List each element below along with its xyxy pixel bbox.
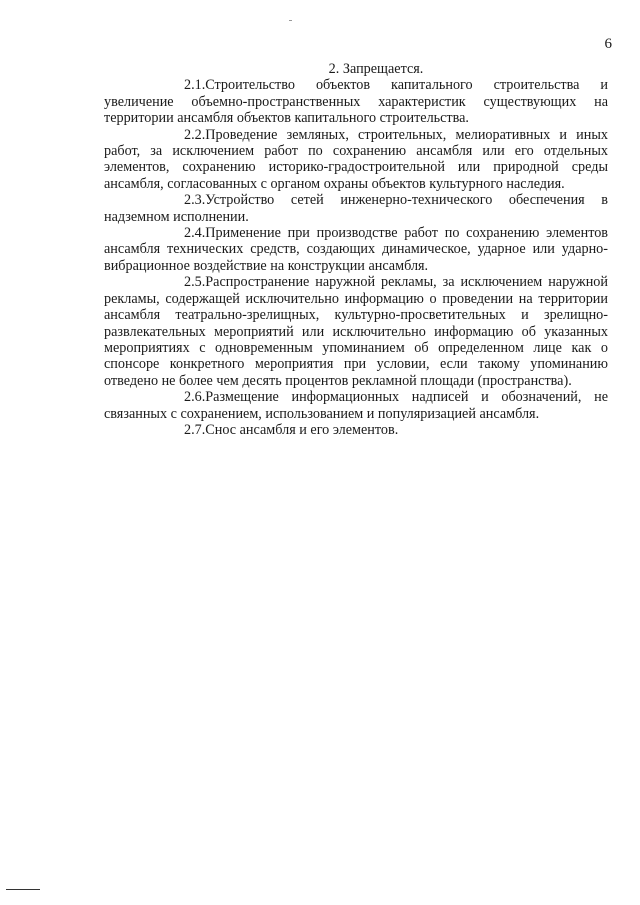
clause-2-5 [104,274,608,389]
clause-text: Строительство объектов капитального строительства и увеличение объемно-пространственных характеристик существующих на территории ансамбля объектов капитального строительства. [104,77,608,127]
clause-text: Устройство сетей инженерно-технического обеспечения в надземном исполнении. [104,192,608,225]
section-heading: 2. Запрещается. [328,61,424,77]
document-body [104,61,608,438]
page-number: 6 [604,36,612,52]
clause-text: Применение при производстве работ по сохранению элементов ансамбля технических средств, создающих динамическое, ударное или ударно-вибрационное воздействие на конструкции ансамбля. [104,225,608,274]
clause-text: Размещение информационных надписей и обозначений, не связанных с сохранением, использованием и популяризацией ансамбля. [104,389,608,422]
clause-2-1 [104,77,608,126]
clause-text: Проведение земляных, строительных, мелиоративных и иных работ, за исключением работ по сохранению ансамбля или его отдельных элементов, сохранению историко-градостроительной или природной среды ансамбля, согласованных с органом охраны объектов культурного наследия. [104,126,608,192]
clause-number: 2.1. [184,77,206,94]
clause-2-4 [104,225,608,274]
clause-number: 2.4. [184,225,206,242]
clause-2-6 [104,389,608,422]
clause-text: Распространение наружной рекламы, за исключением наружной рекламы, содержащей исключительно информацию о проведении на территории ансамбля театрально-зрелищных, культурно-просветительных и зрелищно-развлекательных мероприятий или исключительно информацию об указанных мероприятиях с одновременным упоминанием об определенном лице как о спонсоре конкретного мероприятия при условии, если такому упоминанию отведено не более чем десять процентов рекламной площади (пространства). [104,274,608,389]
clause-number: 2.7. [184,421,206,438]
clause-number: 2.3. [184,192,206,209]
clause-2-7 [104,422,608,438]
clause-number: 2.2. [184,126,206,143]
footnote-rule [6,889,40,890]
clause-text: Снос ансамбля и его элементов. [205,421,399,438]
clause-2-2 [104,127,608,193]
clause-number: 2.5. [184,274,206,291]
scan-mark [289,20,292,21]
clause-2-3 [104,192,608,225]
clause-number: 2.6. [184,389,206,406]
